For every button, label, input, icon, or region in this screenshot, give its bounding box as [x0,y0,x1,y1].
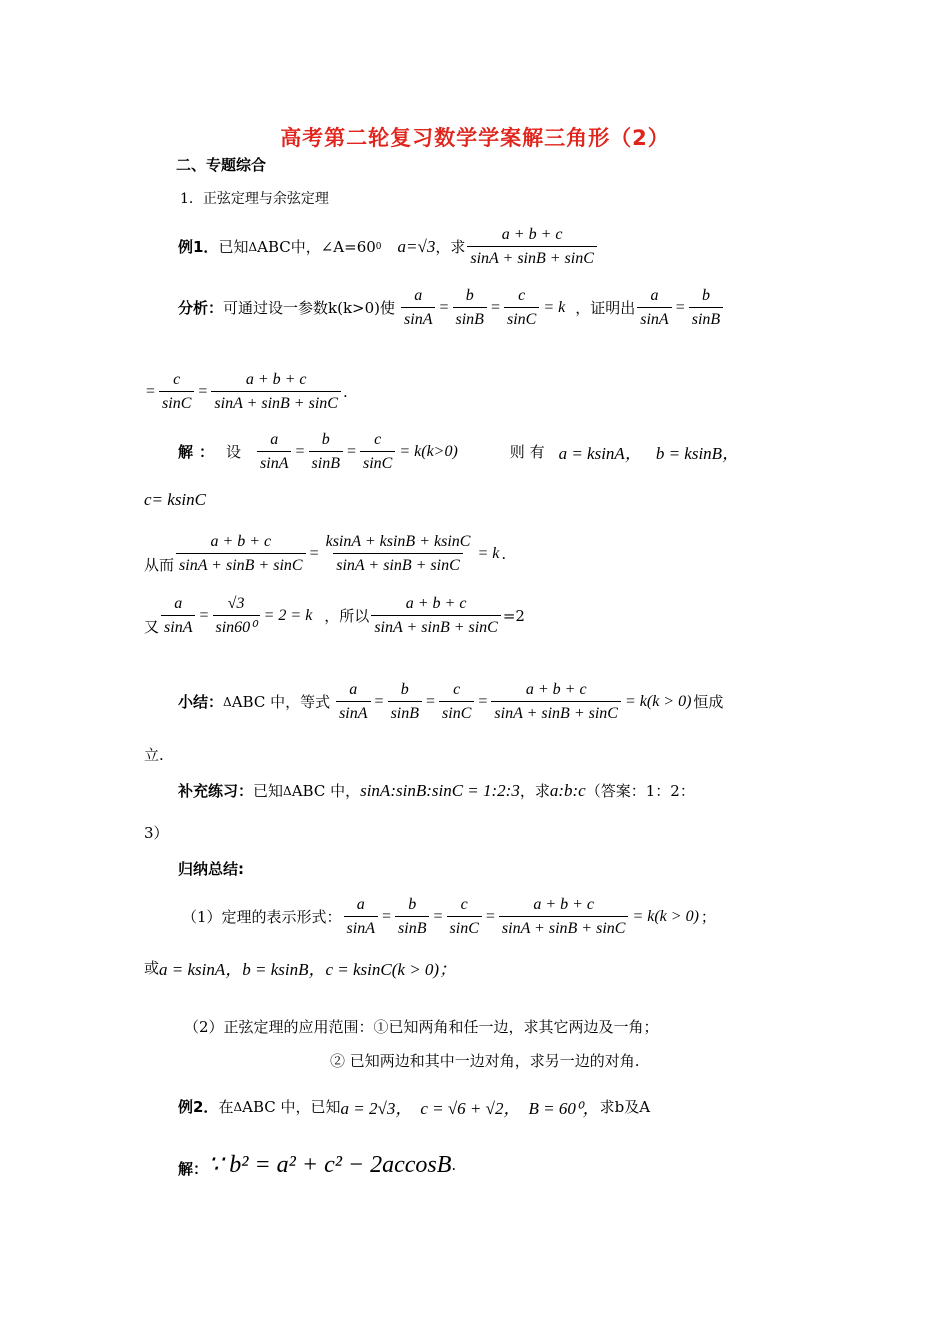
degree-mark: 0 [375,241,382,252]
analysis-mid: ，证明出 [575,299,636,318]
fraction: $\frac{a + b + c}{\sin A + \sin B + \sin C}$ [211,370,341,413]
fraction: $\frac{b}{\sin B}$ [388,680,422,723]
induction-1: （1）定理的表示形式： $\frac{a}{\sin A}$ = $\frac{b}{\sin B}$ = $\frac{c}{\sin C}$ = $\frac{a + b + c}{\sin A + \sin B + \sin C}$ = k(k > 0) ； [182,896,716,938]
equals-k: = k(k>0) [399,442,458,460]
induction-2: （2）正弦定理的应用范围：①已知两角和任一边，求其它两边及一角； [184,1018,659,1036]
fraction: $\frac{a + b + c}{\sin A + \sin B + \sin C}$ [371,594,501,637]
thus-line: 从而 $\frac{a + b + c}{\sin A + \sin B + \sin C}$ = $\frac{ksinA + ksinB + ksinC}{\sin A + \sin B + \sin C}$ = k . [144,533,507,575]
cosine-law-formula: ∵ b² = a² + c² − 2accosB [208,1152,452,1178]
fraction: $\frac{c}{\sin C}$ [439,680,474,723]
example-1-ask: ，求 [435,238,466,257]
induction-or: 或 a = ksinA，b = ksinB，c = ksinC(k > 0)； [144,959,457,979]
fraction: $\frac{b}{\sin B}$ [453,286,487,329]
fraction: $\frac{a + b + c}{\sin A + \sin B + \sin C}$ [176,532,306,575]
also-line: 又 $\frac{a}{\sin A}$ = $\frac{√3}{\text{sin60⁰}}$ = 2 = k ，所以 $\frac{a + b + c}{\sin A + \sin B + \sin C}$ =2 [144,595,525,637]
fraction: $\frac{a}{\sin A}$ [637,286,671,329]
fraction: $\frac{a}{\sin A}$ [161,594,195,637]
analysis: 分析： 可通过设一参数k(k>0)使 $\frac{a}{\sin A}$ = $\frac{b}{\sin B}$ = $\frac{c}{\sin C}$ = k ，证明出 $\frac{a}{\sin A}$ = $\frac{b}{\sin B}$ [178,286,725,329]
fraction: $\frac{a + b + c}{\sin A + \sin B + \sin C}$ [491,680,621,723]
fraction: $\frac{a}{\sin A}$ [401,286,435,329]
solution-2: 解： ∵ b² = a² + c² − 2accosB . [178,1152,457,1178]
fraction: $\frac{a + b + c}{\sin A + \sin B + \sin C}$ [499,895,629,938]
analysis-text: 可通过设一参数k(k>0)使 [223,299,396,318]
practice: 补充练习： 已知 Δ ABC 中， sinA:sinB:sinC = 1:2:3 ，求 a:b:c （答案：1：2： [178,780,695,800]
example-2: 例2． 在 Δ ABC 中，已知 a = 2√3， c = √6 + √2， B = 60⁰， 求b及A [178,1098,651,1118]
example-1-text: 已知 [218,238,249,257]
fraction: $\frac{b}{\sin B}$ [395,895,429,938]
fraction: $\frac{a}{\sin A}$ [336,680,370,723]
fraction: $\frac{b}{\sin B}$ [689,286,723,329]
example-1 [178,225,599,268]
practice-label: 补充练习： [178,782,254,800]
subsection-heading: 1．正弦定理与余弦定理 [180,191,329,207]
example-1-fraction [467,225,597,268]
fraction: $\frac{√3}{\text{sin60⁰}}$ [213,594,260,637]
fraction-denominator: sinA + sinB + sinC [467,246,597,268]
summary: 小结： Δ ABC 中，等式 $\frac{a}{\sin A}$ = $\frac{b}{\sin B}$ = $\frac{c}{\sin C}$ = $\frac{a + b + c}{\sin A + \sin B + \sin C}$ = k(k > 0) 恒成 [178,681,724,723]
page-title: 高考第二轮复习数学学案解三角形（2） [280,126,670,150]
fraction: $\frac{c}{\sin C}$ [159,370,194,413]
fraction: $\frac{c}{\sin C}$ [360,430,395,473]
fraction-numerator: a + b + c [501,226,563,243]
example-1-condition: a=√3 [397,236,436,256]
analysis-label: 分析： [178,299,224,318]
summary-label: 小结： [178,693,224,712]
section-heading: 二、专题综合 [176,156,267,174]
fraction: $\frac{c}{\sin C}$ [447,895,482,938]
induction-3: ② 已知两边和其中一边对角，求另一边的对角. [330,1052,640,1070]
triangle-symbol: Δ [248,239,258,254]
fraction: $\frac{a}{\sin A}$ [344,895,378,938]
fraction: $\frac{c}{\sin C}$ [504,286,539,329]
fraction: $\frac{b}{\sin B}$ [309,430,343,473]
example-2-label: 例2． [178,1098,219,1116]
solution-label: 解： [178,443,221,462]
c-equals: c= ksinC [144,490,206,509]
solution-1: 解： 设 $\frac{a}{\sin A}$ = $\frac{b}{\sin B}$ = $\frac{c}{\sin C}$ = k(k>0) 则 有 a = ksinA， b = ksinB， [178,431,740,473]
analysis-continued: = $\frac{c}{\sin C}$ = $\frac{a + b + c}{\sin A + \sin B + \sin C}$ . [146,371,348,413]
equals-k: = k [543,298,566,316]
example-1-angle: ABC中，∠A=60 [257,238,376,257]
fraction: $\frac{ksinA + ksinB + ksinC}{\sin A + \sin B + \sin C}$ [325,533,471,575]
example-1-label: 例1． [178,238,219,257]
induction-label: 归纳总结: [178,860,244,878]
fraction: $\frac{a}{\sin A}$ [257,430,291,473]
